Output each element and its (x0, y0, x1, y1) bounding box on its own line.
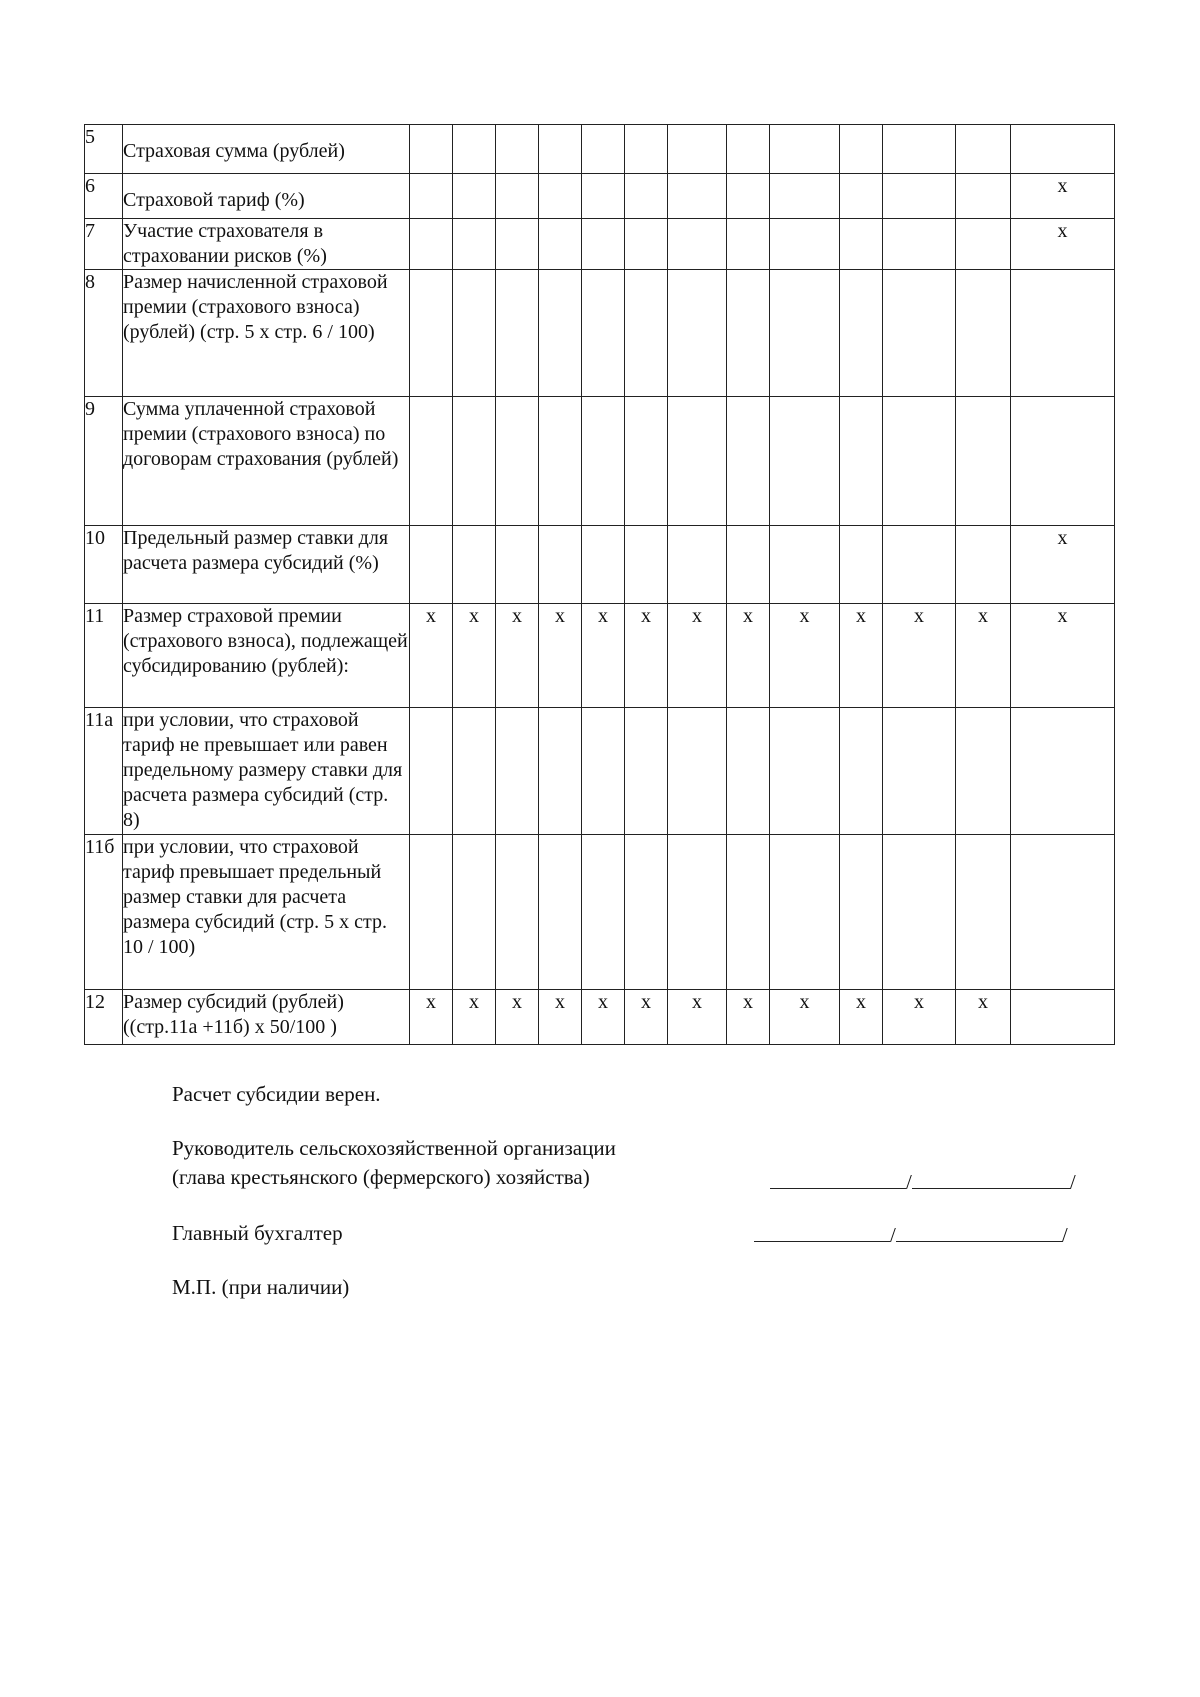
value-cell (625, 125, 668, 174)
value-cell (453, 219, 496, 270)
value-cell (668, 397, 727, 526)
row-number (85, 604, 123, 708)
value-cell (582, 219, 625, 270)
head-name-blank (912, 1168, 1070, 1189)
value-cell (668, 125, 727, 174)
row-number-text: 12 (85, 991, 105, 1013)
value-cell (539, 835, 582, 990)
value-cell (496, 604, 539, 708)
value-cell (453, 604, 496, 708)
value-cell (840, 270, 883, 397)
cell-value: x (1057, 220, 1068, 242)
head-signature-line (770, 1168, 1076, 1194)
value-cell (956, 125, 1011, 174)
value-cell (770, 708, 840, 835)
value-cell (840, 835, 883, 990)
value-cell (840, 219, 883, 270)
value-cell (770, 835, 840, 990)
cell-value: x (512, 991, 522, 1013)
value-cell (956, 990, 1011, 1045)
table-row (85, 990, 1115, 1045)
row-label: Сумма уплаченной страховой премии (страхового взноса) по договорам страхования (рублей) (123, 397, 410, 526)
table-row (85, 174, 1115, 219)
value-cell (496, 397, 539, 526)
table-row (85, 835, 1115, 990)
accountant-label: Главный бухгалтер (172, 1221, 343, 1245)
cell-value: x (469, 991, 479, 1013)
value-cell (727, 270, 770, 397)
table-row (85, 125, 1115, 174)
cell-value: x (692, 991, 702, 1013)
cell-value: x (978, 991, 988, 1013)
value-cell (956, 708, 1011, 835)
row-number-text: 7 (85, 220, 95, 242)
value-cell (727, 397, 770, 526)
row-label: Страховая сумма (рублей) (123, 125, 410, 174)
table-row (85, 270, 1115, 397)
cell-value: x (1057, 527, 1068, 549)
value-cell (410, 219, 453, 270)
value-cell (496, 708, 539, 835)
value-cell (539, 708, 582, 835)
value-cell (1011, 835, 1115, 990)
value-cell (496, 270, 539, 397)
value-cell (1011, 174, 1115, 219)
row-label: Предельный размер ставки для расчета размера субсидий (%) (123, 526, 410, 604)
value-cell (883, 270, 956, 397)
value-cell (582, 835, 625, 990)
value-cell (453, 990, 496, 1045)
value-cell (410, 174, 453, 219)
value-cell (668, 835, 727, 990)
head-signatory-line1: Руководитель сельскохозяйственной организации (172, 1136, 616, 1160)
value-cell (453, 835, 496, 990)
row-label: Участие страхователя в страховании рисков (%) (123, 219, 410, 270)
cell-value: x (555, 605, 565, 627)
row-number (85, 990, 123, 1045)
row-number (85, 526, 123, 604)
row-number-text: 5 (85, 126, 95, 148)
value-cell (727, 174, 770, 219)
value-cell (453, 397, 496, 526)
value-cell (1011, 219, 1115, 270)
cell-value: x (856, 605, 866, 627)
value-cell (1011, 526, 1115, 604)
value-cell (625, 708, 668, 835)
signature-slash: / (890, 1223, 896, 1247)
value-cell (410, 125, 453, 174)
row-label: Размер начисленной страховой премии (страхового взноса) (рублей) (стр. 5 х стр. 6 / 100) (123, 270, 410, 397)
cell-value: x (598, 991, 608, 1013)
value-cell (582, 174, 625, 219)
value-cell (453, 708, 496, 835)
value-cell (840, 604, 883, 708)
value-cell (840, 990, 883, 1045)
value-cell (840, 174, 883, 219)
head-signatory-label (172, 1134, 616, 1192)
value-cell (582, 708, 625, 835)
value-cell (668, 526, 727, 604)
value-cell (410, 990, 453, 1045)
value-cell (883, 835, 956, 990)
table-row (85, 708, 1115, 835)
value-cell (410, 397, 453, 526)
value-cell (883, 990, 956, 1045)
cell-value: x (799, 991, 810, 1013)
value-cell (1011, 125, 1115, 174)
value-cell (956, 604, 1011, 708)
subsidy-calculation-table (84, 124, 1115, 1045)
cell-value: x (641, 605, 651, 627)
value-cell (668, 219, 727, 270)
value-cell (727, 526, 770, 604)
cell-value: x (555, 991, 565, 1013)
cell-value: x (641, 991, 651, 1013)
value-cell (770, 604, 840, 708)
value-cell (883, 219, 956, 270)
value-cell (410, 835, 453, 990)
value-cell (956, 270, 1011, 397)
value-cell (453, 270, 496, 397)
cell-value: x (914, 605, 924, 627)
signature-slash: / (1069, 1170, 1076, 1194)
row-number-text: 11а (85, 709, 114, 731)
value-cell (956, 174, 1011, 219)
row-number-text: 11б (85, 836, 115, 858)
cell-value: x (1057, 605, 1068, 627)
value-cell (496, 174, 539, 219)
value-cell (625, 174, 668, 219)
value-cell (883, 604, 956, 708)
value-cell (770, 990, 840, 1045)
cell-value: x (978, 605, 988, 627)
value-cell (496, 990, 539, 1045)
value-cell (625, 990, 668, 1045)
cell-value: x (469, 605, 479, 627)
value-cell (770, 174, 840, 219)
value-cell (956, 219, 1011, 270)
cell-value: x (512, 605, 522, 627)
row-label: при условии, что страховой тариф не превышает или равен предельному размеру ставки для расчета размера субсидий (стр. 8) (123, 708, 410, 835)
value-cell (840, 397, 883, 526)
value-cell (727, 219, 770, 270)
value-cell (410, 708, 453, 835)
value-cell (410, 526, 453, 604)
cell-value: x (426, 991, 436, 1013)
value-cell (625, 270, 668, 397)
value-cell (1011, 604, 1115, 708)
cell-value: x (856, 991, 866, 1013)
value-cell (770, 526, 840, 604)
value-cell (625, 604, 668, 708)
value-cell (539, 174, 582, 219)
row-label: при условии, что страховой тариф превышает предельный размер ставки для расчета размера субсидий (стр. 5 х стр. 10 / 100) (123, 835, 410, 990)
value-cell (1011, 397, 1115, 526)
value-cell (1011, 990, 1115, 1045)
value-cell (625, 397, 668, 526)
value-cell (1011, 270, 1115, 397)
value-cell (668, 604, 727, 708)
value-cell (770, 270, 840, 397)
confirmation-text: Расчет субсидии верен. (172, 1082, 381, 1106)
row-number-text: 9 (85, 398, 95, 420)
row-number (85, 835, 123, 990)
row-number (85, 270, 123, 397)
cell-value: x (598, 605, 608, 627)
cell-value: x (743, 991, 753, 1013)
value-cell (539, 990, 582, 1045)
row-number-text: 10 (85, 527, 105, 549)
value-cell (840, 708, 883, 835)
row-label: Размер страховой премии (страхового взноса), подлежащей субсидированию (рублей): (123, 604, 410, 708)
head-signatory-line2: (глава крестьянского (фермерского) хозяйства) (172, 1165, 590, 1189)
value-cell (582, 526, 625, 604)
value-cell (840, 125, 883, 174)
seal-label: М.П. (при наличии) (172, 1275, 350, 1299)
value-cell (727, 835, 770, 990)
signature-slash: / (1061, 1223, 1068, 1247)
cell-value: x (799, 605, 810, 627)
row-number-text: 6 (85, 175, 95, 197)
cell-value: x (914, 991, 924, 1013)
value-cell (956, 526, 1011, 604)
row-number-text: 11 (85, 605, 105, 627)
value-cell (727, 604, 770, 708)
value-cell (770, 125, 840, 174)
value-cell (883, 174, 956, 219)
table-row (85, 604, 1115, 708)
value-cell (453, 526, 496, 604)
value-cell (668, 990, 727, 1045)
value-cell (727, 990, 770, 1045)
value-cell (625, 835, 668, 990)
value-cell (539, 526, 582, 604)
row-number (85, 125, 123, 174)
value-cell (582, 125, 625, 174)
value-cell (956, 835, 1011, 990)
row-number-text: 8 (85, 271, 95, 293)
value-cell (668, 708, 727, 835)
row-number (85, 708, 123, 835)
value-cell (539, 125, 582, 174)
value-cell (883, 125, 956, 174)
value-cell (727, 125, 770, 174)
value-cell (410, 604, 453, 708)
value-cell (770, 397, 840, 526)
value-cell (539, 397, 582, 526)
value-cell (770, 219, 840, 270)
row-label: Размер субсидий (рублей) ((стр.11а +11б) х 50/100 ) (123, 990, 410, 1045)
head-signature-blank (770, 1168, 906, 1189)
value-cell (956, 397, 1011, 526)
value-cell (727, 708, 770, 835)
value-cell (539, 219, 582, 270)
row-number (85, 174, 123, 219)
value-cell (496, 526, 539, 604)
accountant-signature-line (754, 1221, 1068, 1247)
table-row (85, 219, 1115, 270)
table-row (85, 526, 1115, 604)
cell-value: x (1057, 175, 1068, 197)
accountant-signature-blank (754, 1221, 890, 1242)
value-cell (496, 125, 539, 174)
value-cell (496, 219, 539, 270)
value-cell (539, 604, 582, 708)
signature-slash: / (906, 1170, 912, 1194)
value-cell (625, 526, 668, 604)
value-cell (539, 270, 582, 397)
value-cell (840, 526, 883, 604)
value-cell (668, 174, 727, 219)
table-body (85, 125, 1115, 1045)
accountant-name-blank (896, 1221, 1062, 1242)
value-cell (410, 270, 453, 397)
cell-value: x (426, 605, 436, 627)
value-cell (453, 174, 496, 219)
table-row (85, 397, 1115, 526)
value-cell (883, 526, 956, 604)
value-cell (582, 397, 625, 526)
value-cell (668, 270, 727, 397)
cell-value: x (743, 605, 753, 627)
value-cell (582, 604, 625, 708)
row-label: Страховой тариф (%) (123, 174, 410, 219)
cell-value: x (692, 605, 702, 627)
value-cell (883, 708, 956, 835)
row-number (85, 397, 123, 526)
value-cell (582, 270, 625, 397)
value-cell (625, 219, 668, 270)
row-number (85, 219, 123, 270)
value-cell (1011, 708, 1115, 835)
value-cell (582, 990, 625, 1045)
value-cell (883, 397, 956, 526)
value-cell (453, 125, 496, 174)
value-cell (496, 835, 539, 990)
